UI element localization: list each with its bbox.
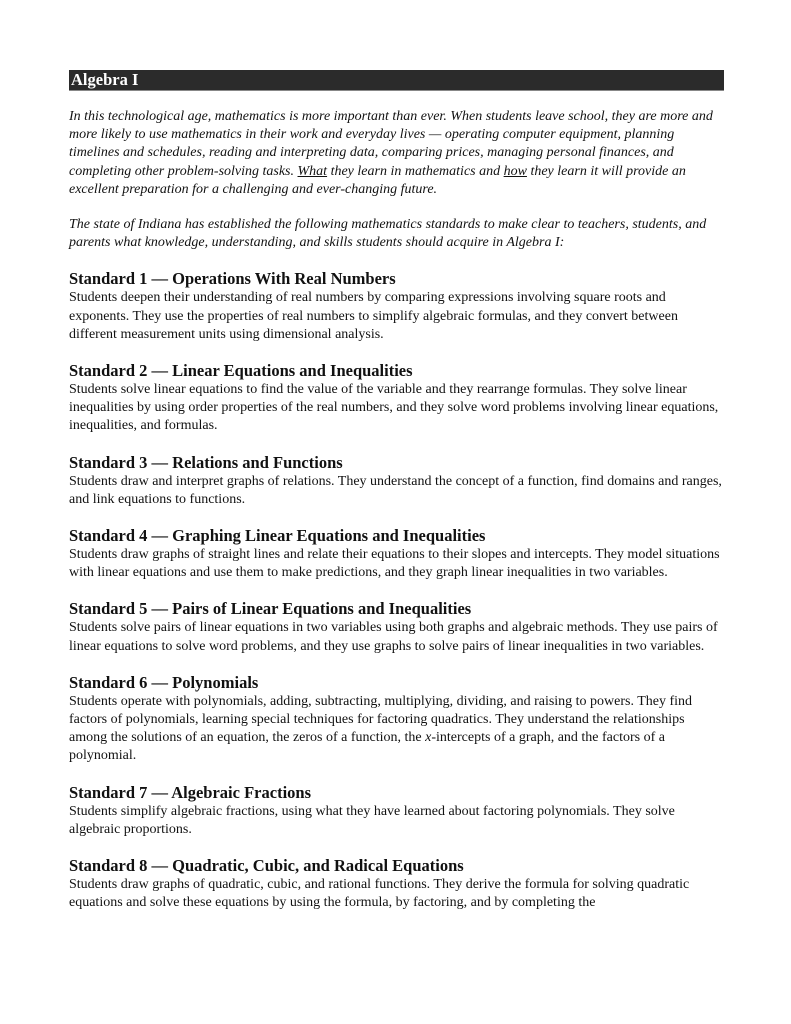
standard-body <box>69 693 724 766</box>
section-title-bar: Algebra I <box>69 70 724 91</box>
intro-text-1: In this technological age, mathematics is more important than ever. When students leave school, they are more and more likely to use mathematics in their work and everyday lives — operating computer equipment, planning timelines and schedules, reading and interpreting data, comparing prices, managing personal finances, and completing other problem-solving tasks. <box>69 109 713 179</box>
standard-heading: Standard 6 — Polynomials <box>69 672 259 692</box>
document-page <box>69 70 724 912</box>
standard-heading: Standard 1 — Operations With Real Numbers <box>69 269 396 289</box>
standard-body: Students draw graphs of quadratic, cubic, and rational functions. They derive the formula for solving quadratic equations and solve these equations by using the formula, by factoring, and by completing the <box>69 877 690 911</box>
intro-standards-paragraph: The state of Indiana has established the following mathematics standards to make clear to teachers, students, and parents what knowledge, understanding, and skills students should acquire in Algebra I: <box>69 217 707 251</box>
standard-4 <box>69 526 724 582</box>
standard-7 <box>69 783 724 839</box>
intro-text-2: they learn in mathematics and <box>327 163 504 179</box>
standard-body: Students deepen their understanding of real numbers by comparing expressions involving square roots and exponents. They use the properties of real numbers to simplify algebraic formulas, and they convert between different measurement units using dimensional analysis. <box>69 290 678 342</box>
standard-2 <box>69 361 724 436</box>
standard-body-text-1: Students operate with polynomials, adding, subtracting, multiplying, dividing, and raising to powers. They find factors of polynomials, learning special techniques for factoring quadratics. They understand the relationships among the solutions of an equation, the zeros of a function, the <box>69 693 693 746</box>
standard-heading: Standard 7 — Algebraic Fractions <box>69 782 311 802</box>
standard-body-text-2: -intercepts of a graph, and the factors of a polynomial. <box>69 730 665 764</box>
standard-body: Students draw graphs of straight lines and relate their equations to their slopes and intercepts. They model situations with linear equations and use them to make predictions, and they graph linear inequalities in two variables. <box>69 547 720 581</box>
intro-emphasis-how: how <box>503 163 527 179</box>
intro-paragraph <box>69 108 724 199</box>
standard-6 <box>69 673 724 766</box>
standard-heading: Standard 5 — Pairs of Linear Equations and Inequalities <box>69 599 472 619</box>
variable-x: x <box>425 730 432 746</box>
standard-8 <box>69 856 724 912</box>
standard-1 <box>69 269 724 344</box>
intro-text-3: they learn it will provide an excellent preparation for a challenging and ever-changing future. <box>69 163 686 197</box>
standard-heading: Standard 8 — Quadratic, Cubic, and Radical Equations <box>69 856 464 876</box>
standard-body: Students simplify algebraic fractions, using what they have learned about factoring polynomials. They solve algebraic proportions. <box>69 803 675 837</box>
standard-3 <box>69 453 724 509</box>
intro-emphasis-what: What <box>297 163 328 179</box>
standard-body: Students solve pairs of linear equations in two variables using both graphs and algebraic methods. They use pairs of linear equations to solve word problems, and they use graphs to solve pairs of linear inequalities in two variables. <box>69 620 718 654</box>
standard-heading: Standard 4 — Graphing Linear Equations and Inequalities <box>69 526 486 546</box>
standard-body: Students solve linear equations to find the value of the variable and they rearrange formulas. They solve linear inequalities by using order properties of the real numbers, and they solve word problems involving linear equations, inequalities, and formulas. <box>69 382 719 434</box>
standard-heading: Standard 3 — Relations and Functions <box>69 452 343 472</box>
standard-5 <box>69 599 724 655</box>
standard-heading: Standard 2 — Linear Equations and Inequalities <box>69 361 413 381</box>
standard-body: Students draw and interpret graphs of relations. They understand the concept of a function, find domains and ranges, and link equations to functions. <box>69 473 722 507</box>
